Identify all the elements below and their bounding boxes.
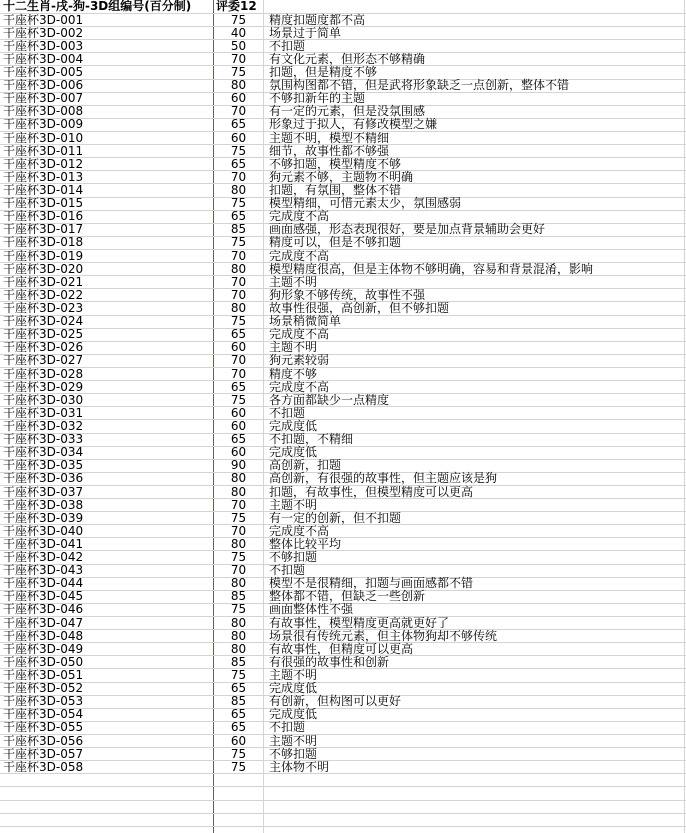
table-row [0, 237, 686, 250]
entry-id-cell[interactable]: 干座杯3D-033 [0, 434, 214, 446]
empty-cell[interactable] [214, 801, 264, 813]
entry-id-cell[interactable]: 干座杯3D-055 [0, 722, 214, 734]
entry-id-cell[interactable]: 干座杯3D-019 [0, 250, 214, 262]
entry-id-cell[interactable]: 干座杯3D-037 [0, 486, 214, 498]
entry-id-cell[interactable]: 干座杯3D-049 [0, 643, 214, 655]
empty-row [0, 827, 686, 833]
entry-id-cell[interactable]: 干座杯3D-036 [0, 473, 214, 485]
score-cell[interactable]: 85 [214, 224, 264, 236]
score-cell[interactable]: 80 [214, 486, 264, 498]
score-cell[interactable]: 65 [214, 709, 264, 721]
comment-cell[interactable]: 扣题，但是精度不够 [269, 65, 378, 79]
score-cell[interactable]: 80 [214, 617, 264, 629]
entry-id-cell[interactable]: 干座杯3D-011 [0, 145, 214, 157]
comment-cell[interactable]: 不扣题 [269, 720, 306, 735]
score-cell[interactable]: 80 [214, 538, 264, 550]
score-cell[interactable]: 75 [214, 761, 264, 773]
comment-cell[interactable]: 模型精度很高，但是主体物不够明确，容易和背景混淆，影响 [269, 261, 594, 276]
entry-id-cell[interactable]: 干座杯3D-024 [0, 316, 214, 328]
comment-cell[interactable]: 完成度不高 [269, 523, 330, 538]
score-cell[interactable]: 80 [214, 80, 264, 92]
empty-cell[interactable] [264, 827, 686, 833]
score-cell[interactable]: 75 [214, 669, 264, 681]
entry-id-cell[interactable]: 干座杯3D-038 [0, 499, 214, 511]
score-cell[interactable]: 85 [214, 591, 264, 603]
entry-id-cell[interactable]: 干座杯3D-056 [0, 735, 214, 747]
entry-id-cell[interactable]: 干座杯3D-029 [0, 381, 214, 393]
score-cell[interactable]: 75 [214, 394, 264, 406]
entry-id-cell[interactable]: 干座杯3D-045 [0, 591, 214, 603]
score-cell[interactable]: 65 [214, 683, 264, 695]
entry-id-cell[interactable]: 干座杯3D-017 [0, 224, 214, 236]
score-cell[interactable]: 70 [214, 355, 264, 367]
comment-cell[interactable]: 完成度低 [269, 707, 318, 722]
table-row [0, 434, 686, 447]
comment-cell[interactable]: 整体比较平均 [269, 536, 342, 551]
table-body [0, 14, 686, 833]
score-cell[interactable]: 50 [214, 40, 264, 52]
empty-cell[interactable] [214, 774, 264, 786]
score-cell[interactable]: 80 [214, 473, 264, 485]
table-row [0, 355, 686, 368]
entry-id-cell[interactable]: 干座杯3D-050 [0, 656, 214, 668]
score-cell[interactable]: 65 [214, 722, 264, 734]
empty-cell[interactable] [214, 787, 264, 799]
score-cell[interactable]: 70 [214, 368, 264, 380]
comment-cell[interactable]: 精度扣题度都不高 [269, 12, 366, 27]
entry-id-cell[interactable]: 干座杯3D-039 [0, 512, 214, 524]
score-cell[interactable]: 70 [214, 171, 264, 183]
empty-cell[interactable] [0, 814, 214, 826]
comment-cell[interactable]: 有很强的故事性和创新 [269, 654, 390, 669]
entry-id-cell[interactable]: 干座杯3D-030 [0, 394, 214, 406]
comment-cell[interactable]: 场景稍微简单 [269, 314, 342, 329]
score-cell[interactable]: 60 [214, 407, 264, 419]
comment-cell[interactable]: 细节，故事性都不够强 [269, 143, 390, 158]
entry-id-cell[interactable]: 干座杯3D-054 [0, 709, 214, 721]
score-cell[interactable]: 75 [214, 551, 264, 563]
entry-id-cell[interactable]: 干座杯3D-005 [0, 66, 214, 78]
entry-id-cell[interactable]: 干座杯3D-058 [0, 761, 214, 773]
entry-id-cell[interactable]: 干座杯3D-031 [0, 407, 214, 419]
score-cell[interactable]: 70 [214, 565, 264, 577]
comment-cell[interactable]: 场景过于简单 [269, 25, 342, 40]
comment-cell[interactable]: 扣题，有氛围，整体不错 [269, 182, 402, 197]
entry-id-cell[interactable]: 干座杯3D-051 [0, 669, 214, 681]
table-row [0, 656, 686, 669]
column-header-judge[interactable]: 评委12 [214, 0, 264, 13]
entry-id-cell[interactable]: 干座杯3D-007 [0, 93, 214, 105]
score-cell[interactable]: 70 [214, 276, 264, 288]
score-cell[interactable]: 80 [214, 184, 264, 196]
table-row [0, 302, 686, 315]
score-cell[interactable]: 60 [214, 342, 264, 354]
table-row [0, 342, 686, 355]
header-row [0, 0, 686, 14]
table-row [0, 368, 686, 381]
comment-cell[interactable]: 完成度不高 [269, 209, 330, 224]
score-cell[interactable]: 75 [214, 198, 264, 210]
empty-cell[interactable] [0, 787, 214, 799]
entry-id-cell[interactable]: 干座杯3D-043 [0, 565, 214, 577]
empty-cell[interactable] [264, 801, 686, 813]
entry-id-cell[interactable]: 干座杯3D-034 [0, 447, 214, 459]
entry-id-cell[interactable]: 干座杯3D-001 [0, 14, 214, 26]
entry-id-cell[interactable]: 干座杯3D-023 [0, 302, 214, 314]
table-row [0, 447, 686, 460]
empty-cell[interactable] [214, 814, 264, 826]
score-cell[interactable]: 75 [214, 237, 264, 249]
score-cell[interactable]: 70 [214, 289, 264, 301]
comment-cell[interactable]: 狗形象不够传统，故事性不强 [269, 287, 426, 302]
entry-id-cell[interactable]: 干座杯3D-035 [0, 460, 214, 472]
table-row [0, 329, 686, 342]
score-cell[interactable]: 65 [214, 158, 264, 170]
empty-cell[interactable] [214, 827, 264, 833]
table-row [0, 316, 686, 329]
comment-cell[interactable]: 扣题，有故事性，但模型精度可以更高 [269, 484, 474, 499]
entry-id-cell[interactable]: 干座杯3D-002 [0, 27, 214, 39]
score-cell[interactable]: 70 [214, 250, 264, 262]
entry-id-cell[interactable]: 干座杯3D-004 [0, 53, 214, 65]
score-cell[interactable]: 75 [214, 604, 264, 616]
empty-row [0, 814, 686, 827]
empty-row [0, 787, 686, 800]
entry-id-cell[interactable]: 干座杯3D-003 [0, 40, 214, 52]
entry-id-cell[interactable]: 干座杯3D-016 [0, 211, 214, 223]
comment-cell[interactable]: 氛围构图都不错，但是武将形象缺乏一点创新，整体不错 [269, 78, 570, 93]
entry-id-cell[interactable]: 干座杯3D-048 [0, 630, 214, 642]
entry-id-cell[interactable]: 干座杯3D-025 [0, 329, 214, 341]
table-row [0, 473, 686, 486]
table-row [0, 761, 686, 774]
comment-cell[interactable]: 不扣题 [269, 405, 306, 420]
score-cell[interactable]: 80 [214, 643, 264, 655]
entry-id-cell[interactable]: 干座杯3D-041 [0, 538, 214, 550]
entry-id-cell[interactable]: 干座杯3D-018 [0, 237, 214, 249]
comment-cell[interactable]: 有创新，但构图可以更好 [269, 694, 402, 709]
table-row [0, 525, 686, 538]
comment-cell[interactable]: 高创新，有很强的故事性，但主题应该是狗 [269, 471, 498, 486]
table-row [0, 748, 686, 761]
score-cell[interactable]: 60 [214, 420, 264, 432]
score-cell[interactable]: 65 [214, 329, 264, 341]
score-cell[interactable]: 80 [214, 302, 264, 314]
comment-cell[interactable]: 各方面都缺少一点精度 [269, 392, 390, 407]
comment-cell[interactable]: 不够扣题，模型精度不够 [269, 156, 402, 171]
comment-cell[interactable]: 不够扣新年的主题 [269, 91, 366, 106]
table-row [0, 27, 686, 40]
entry-id-cell[interactable]: 干座杯3D-014 [0, 184, 214, 196]
table-row [0, 538, 686, 551]
score-cell[interactable]: 70 [214, 53, 264, 65]
comment-cell[interactable]: 画面整体性不强 [269, 602, 354, 617]
score-cell[interactable]: 60 [214, 735, 264, 747]
entry-id-cell[interactable]: 干座杯3D-057 [0, 748, 214, 760]
score-cell[interactable]: 75 [214, 748, 264, 760]
score-cell[interactable]: 65 [214, 434, 264, 446]
comment-cell[interactable]: 场景很有传统元素，但主体物狗却不够传统 [269, 628, 498, 643]
comment-cell[interactable]: 不扣题 [269, 38, 306, 53]
score-cell[interactable]: 65 [214, 119, 264, 131]
table-row [0, 198, 686, 211]
score-cell[interactable]: 65 [214, 211, 264, 223]
comment-cell[interactable]: 高创新，扣题 [269, 458, 342, 473]
score-cell[interactable]: 85 [214, 656, 264, 668]
table-row [0, 263, 686, 276]
column-header-group-title[interactable]: 十二生肖-戌-狗-3D组编号(百分制) [0, 0, 214, 13]
entry-id-cell[interactable]: 干座杯3D-015 [0, 198, 214, 210]
comment-cell[interactable]: 不够扣题 [269, 746, 318, 761]
entry-id-cell[interactable]: 干座杯3D-006 [0, 80, 214, 92]
score-cell[interactable]: 75 [214, 316, 264, 328]
score-cell[interactable]: 85 [214, 696, 264, 708]
score-cell[interactable]: 75 [214, 66, 264, 78]
score-cell[interactable]: 70 [214, 525, 264, 537]
entry-id-cell[interactable]: 干座杯3D-009 [0, 119, 214, 131]
empty-cell[interactable] [264, 774, 686, 786]
score-cell[interactable]: 75 [214, 512, 264, 524]
entry-id-cell[interactable]: 干座杯3D-012 [0, 158, 214, 170]
comment-cell[interactable]: 完成度不高 [269, 379, 330, 394]
entry-id-cell[interactable]: 干座杯3D-046 [0, 604, 214, 616]
table-row [0, 696, 686, 709]
entry-id-cell[interactable]: 干座杯3D-040 [0, 525, 214, 537]
comment-cell[interactable]: 模型精细，可惜元素太少，氛围感弱 [269, 196, 462, 211]
comment-cell[interactable]: 不够扣题 [269, 550, 318, 565]
table-row [0, 407, 686, 420]
comment-cell[interactable]: 精度可以，但是不够扣题 [269, 235, 402, 250]
comment-cell[interactable]: 完成度不高 [269, 248, 330, 263]
entry-id-cell[interactable]: 干座杯3D-044 [0, 578, 214, 590]
comment-cell[interactable]: 整体都不错，但缺乏一些创新 [269, 589, 426, 604]
comment-cell[interactable]: 完成度低 [269, 681, 318, 696]
entry-id-cell[interactable]: 干座杯3D-020 [0, 263, 214, 275]
table-row [0, 735, 686, 748]
entry-id-cell[interactable]: 干座杯3D-027 [0, 355, 214, 367]
score-cell[interactable]: 70 [214, 499, 264, 511]
table-row [0, 722, 686, 735]
comment-cell[interactable]: 形象过于拟人，有修改模型之嫌 [269, 117, 438, 132]
score-cell[interactable]: 80 [214, 263, 264, 275]
table-row [0, 709, 686, 722]
entry-id-cell[interactable]: 干座杯3D-028 [0, 368, 214, 380]
comment-cell[interactable]: 主题不明 [269, 733, 318, 748]
comment-cell[interactable]: 狗元素较弱 [269, 353, 330, 368]
table-row [0, 669, 686, 682]
score-cell[interactable]: 60 [214, 93, 264, 105]
comment-cell[interactable]: 不扣题 [269, 563, 306, 578]
comment-cell[interactable]: 模型不是很精细，扣题与画面感都不错 [269, 576, 474, 591]
entry-id-cell[interactable]: 干座杯3D-022 [0, 289, 214, 301]
entry-id-cell[interactable]: 干座杯3D-032 [0, 420, 214, 432]
score-cell[interactable]: 65 [214, 381, 264, 393]
entry-id-cell[interactable]: 干座杯3D-013 [0, 171, 214, 183]
score-cell[interactable]: 80 [214, 578, 264, 590]
entry-id-cell[interactable]: 干座杯3D-053 [0, 696, 214, 708]
entry-id-cell[interactable]: 干座杯3D-026 [0, 342, 214, 354]
empty-row [0, 801, 686, 814]
score-cell[interactable]: 60 [214, 447, 264, 459]
score-cell[interactable]: 80 [214, 630, 264, 642]
entry-id-cell[interactable]: 干座杯3D-047 [0, 617, 214, 629]
comment-cell[interactable]: 主题不明 [269, 668, 318, 683]
comment-cell[interactable]: 主题不明 [269, 274, 318, 289]
entry-id-cell[interactable]: 干座杯3D-042 [0, 551, 214, 563]
comment-cell[interactable]: 主题不明 [269, 340, 318, 355]
comment-cell[interactable]: 有一定的元素，但是没氛围感 [269, 104, 426, 119]
score-cell[interactable]: 70 [214, 106, 264, 118]
table-row [0, 486, 686, 499]
table-row [0, 14, 686, 27]
score-cell[interactable]: 75 [214, 145, 264, 157]
comment-cell[interactable]: 精度不够 [269, 366, 318, 381]
score-cell[interactable]: 75 [214, 14, 264, 26]
table-row [0, 551, 686, 564]
comment-cell[interactable]: 画面感强，形态表现很好，要是加点背景辅助会更好 [269, 222, 546, 237]
comment-cell[interactable]: 有文化元素，但形态不够精确 [269, 51, 426, 66]
column-header-comment[interactable] [264, 0, 686, 13]
empty-row [0, 774, 686, 787]
comment-cell[interactable]: 主题不明，模型不精细 [269, 130, 390, 145]
comment-cell[interactable]: 完成度低 [269, 445, 318, 460]
empty-cell[interactable] [264, 814, 686, 826]
comment-cell[interactable]: 有故事性，但精度可以更高 [269, 641, 414, 656]
entry-id-cell[interactable]: 干座杯3D-052 [0, 683, 214, 695]
empty-cell[interactable] [0, 774, 214, 786]
comment-cell[interactable]: 完成度低 [269, 418, 318, 433]
score-cell[interactable]: 90 [214, 460, 264, 472]
empty-cell[interactable] [264, 787, 686, 799]
entry-id-cell[interactable]: 干座杯3D-010 [0, 132, 214, 144]
score-cell[interactable]: 60 [214, 132, 264, 144]
comment-cell[interactable]: 完成度不高 [269, 327, 330, 342]
comment-cell[interactable]: 不扣题，不精细 [269, 432, 354, 447]
comment-cell[interactable]: 主体物不明 [269, 759, 330, 774]
empty-cell[interactable] [0, 801, 214, 813]
score-cell[interactable]: 40 [214, 27, 264, 39]
table-row [0, 512, 686, 525]
comment-cell[interactable]: 主题不明 [269, 497, 318, 512]
entry-id-cell[interactable]: 干座杯3D-021 [0, 276, 214, 288]
entry-id-cell[interactable]: 干座杯3D-008 [0, 106, 214, 118]
empty-cell[interactable] [0, 827, 214, 833]
comment-cell[interactable]: 故事性很强，高创新，但不够扣题 [269, 300, 450, 315]
comment-cell[interactable]: 有一定的创新，但不扣题 [269, 510, 402, 525]
table-row [0, 394, 686, 407]
comment-cell[interactable]: 有故事性，模型精度更高就更好了 [269, 615, 450, 630]
comment-cell[interactable]: 狗元素不够，主题物不明确 [269, 169, 414, 184]
